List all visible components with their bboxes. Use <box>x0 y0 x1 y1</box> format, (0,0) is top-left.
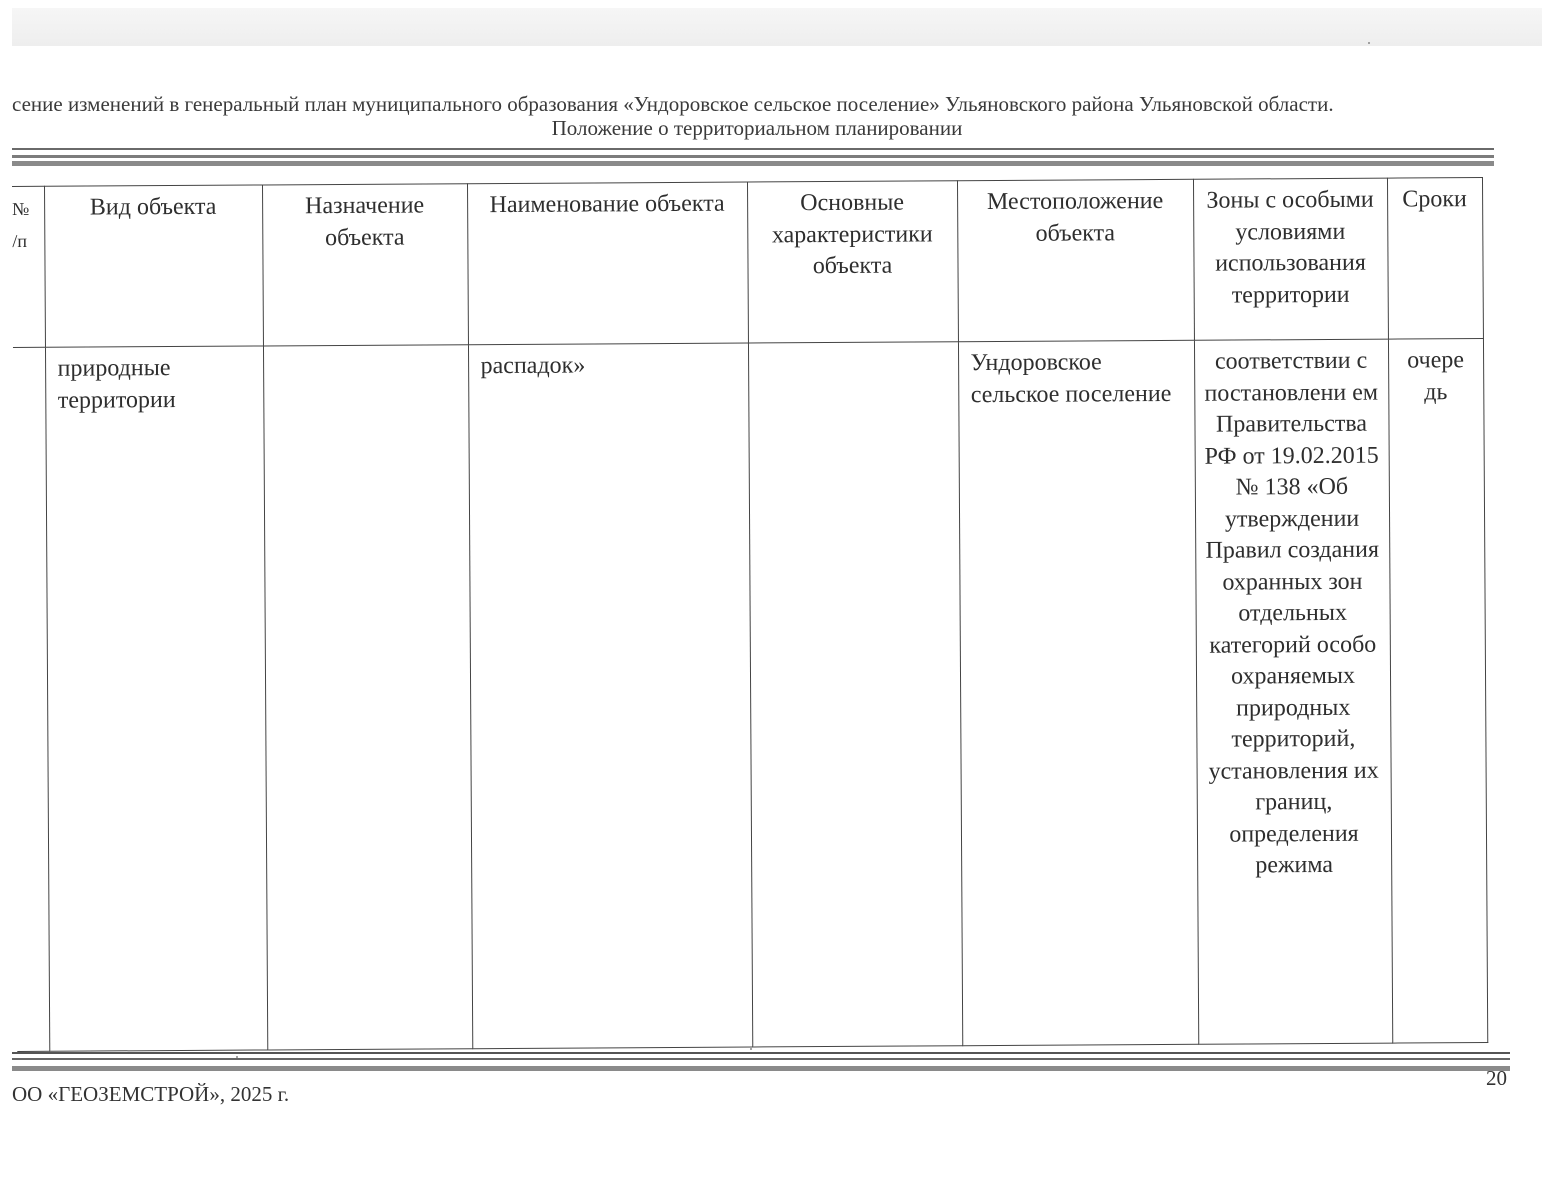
header-title-line: сение изменений в генеральный план муниципального образования «Ундоровское сельское поселение» Ульяновского района Ульяновской области. <box>12 92 1334 116</box>
cell-name: распадок» <box>468 343 752 1049</box>
cell-location: Ундоровское сельское поселение <box>958 340 1198 1045</box>
header-cell-zones: Зоны с особыми условиями использования территории <box>1193 178 1388 340</box>
footer-company: ОО «ГЕОЗЕМСТРОЙ», 2025 г. <box>12 1082 290 1106</box>
header-cell-characteristics: Основные характеристики объекта <box>747 181 958 343</box>
header-cell-type: Вид объекта <box>44 185 263 347</box>
scan-speck <box>236 1056 238 1058</box>
scan-speck <box>750 1048 752 1050</box>
table-header-row <box>12 178 1483 348</box>
header-number-line1: № <box>12 198 30 219</box>
table-row <box>13 339 1487 1052</box>
cell-term: очере дь <box>1388 339 1487 1044</box>
header-cell-term: Сроки <box>1387 178 1483 340</box>
cell-type: природные территории <box>45 346 267 1051</box>
document-header <box>12 92 1492 140</box>
header-rule <box>12 148 1494 158</box>
objects-table <box>12 177 1488 1052</box>
header-cell-location: Местоположение объекта <box>957 179 1194 341</box>
header-cell-name: Наименование объекта <box>467 182 748 345</box>
header-rule-secondary <box>12 161 1494 166</box>
scan-speck <box>1368 42 1370 44</box>
header-subtitle-line: Положение о территориальном планировании <box>551 116 963 140</box>
header-cell-purpose: Назначение объекта <box>262 184 468 346</box>
footer-rule-secondary <box>12 1066 1510 1071</box>
cell-characteristics <box>748 342 962 1047</box>
header-cell-number <box>12 186 45 347</box>
cell-number <box>13 347 49 1051</box>
cell-purpose <box>263 345 472 1050</box>
header-number-line2: /п <box>12 230 28 251</box>
page-number: 20 <box>1486 1066 1507 1090</box>
cell-zones: соответствии с постановлени ем Правительства РФ от 19.02.2015 № 138 «Об утверждении Правил создания охранных зон отдельных категорий особо охраняемых природных территорий, установления их границ, определения режима <box>1194 339 1392 1044</box>
scan-margin-shadow <box>12 8 1542 46</box>
